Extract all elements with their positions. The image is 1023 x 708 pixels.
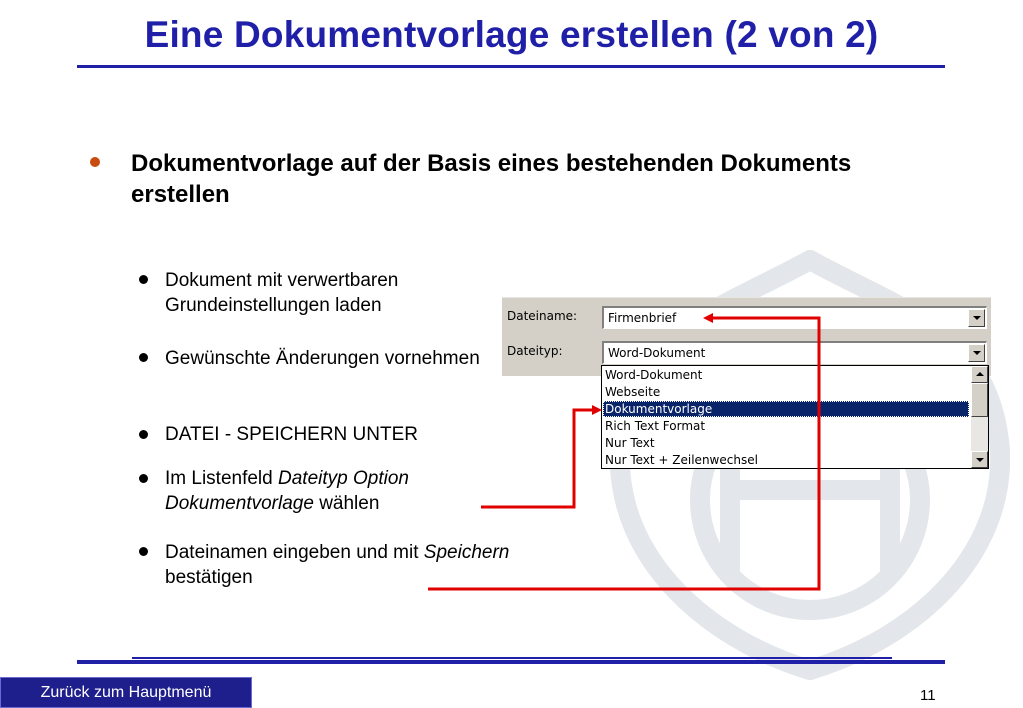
list-item[interactable]: Nur Text + Zeilenwechsel xyxy=(605,453,758,467)
filename-dropdown-button[interactable] xyxy=(968,309,985,327)
list-item[interactable]: Webseite xyxy=(605,385,661,399)
title-underline xyxy=(77,65,945,68)
filename-combobox[interactable] xyxy=(602,306,987,329)
bullet-dot xyxy=(139,430,148,439)
sub-bullet-text: Dokument mit verwertbaren Grundeinstellungen laden xyxy=(165,270,399,316)
list-item[interactable]: Rich Text Format xyxy=(605,419,706,433)
filetype-label: Dateityp: xyxy=(507,344,563,358)
list-item[interactable]: Nur Text xyxy=(605,436,655,450)
filename-value[interactable]: Firmenbrief xyxy=(608,311,677,325)
filetype-listbox[interactable] xyxy=(601,365,989,469)
footer-rule-thick xyxy=(77,660,945,664)
sub-bullet-text: Gewünschte Änderungen vornehmen xyxy=(165,348,480,369)
bullet-dot xyxy=(139,547,148,556)
slide-title: Eine Dokumentvorlage erstellen (2 von 2) xyxy=(144,14,879,55)
footer-rule-thin xyxy=(132,657,892,659)
sub-bullet-text: Im Listenfeld Dateityp Option Dokumentvorlage wählen xyxy=(165,468,409,514)
back-to-main-menu-button[interactable]: Zurück zum Hauptmenü xyxy=(0,677,252,708)
sub-bullet-text: Dateinamen eingeben und mit Speichern bestätigen xyxy=(165,542,510,588)
filetype-dropdown-button[interactable] xyxy=(968,344,985,362)
filename-label: Dateiname: xyxy=(507,309,578,323)
chevron-down-icon xyxy=(973,351,981,355)
list-item[interactable]: Word-Dokument xyxy=(605,368,703,382)
arrow-down-icon xyxy=(976,458,984,462)
bullet-dot xyxy=(139,353,148,362)
chevron-down-icon xyxy=(973,316,981,320)
bullet-dot xyxy=(139,474,148,483)
bullet-dot xyxy=(139,275,148,284)
main-bullet-text: Dokumentvorlage auf der Basis eines bestehenden Dokuments erstellen xyxy=(131,150,852,208)
main-bullet-dot xyxy=(90,157,100,167)
scroll-up-button[interactable] xyxy=(971,366,988,383)
page-number: 11 xyxy=(920,687,936,704)
filetype-combobox[interactable] xyxy=(602,341,987,364)
list-item-selected[interactable]: Dokumentvorlage xyxy=(603,401,969,417)
listbox-scrollbar[interactable] xyxy=(971,366,988,468)
scroll-thumb[interactable] xyxy=(971,383,988,417)
scroll-down-button[interactable] xyxy=(971,451,988,468)
sub-bullet-text: DATEI - SPEICHERN UNTER xyxy=(165,424,419,445)
arrow-up-icon xyxy=(976,372,984,376)
filetype-value[interactable]: Word-Dokument xyxy=(608,346,706,360)
